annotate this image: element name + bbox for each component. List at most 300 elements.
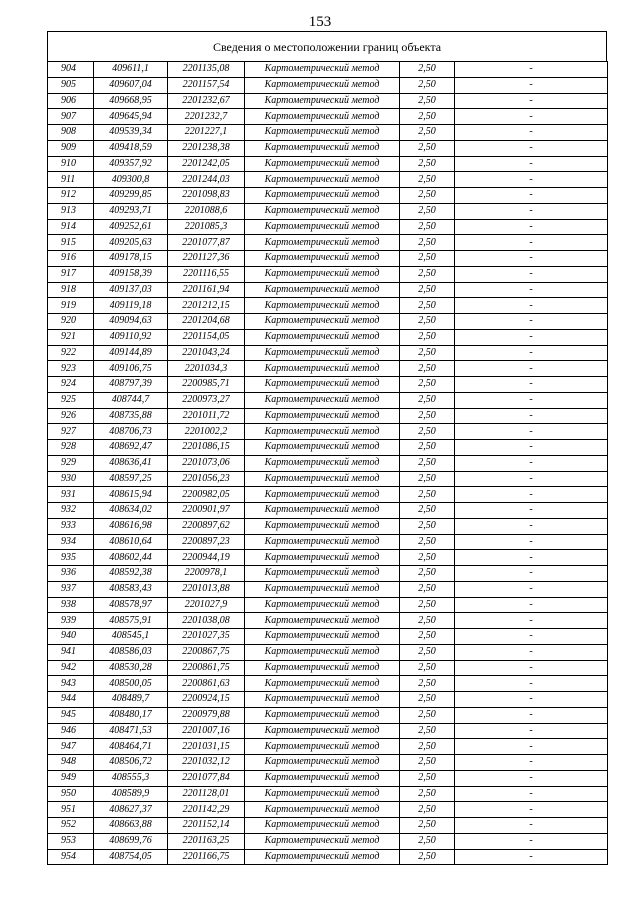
method-cell: Картометрический метод (245, 534, 400, 550)
note-cell: - (455, 93, 608, 109)
page-number: 153 (308, 14, 332, 30)
method-cell: Картометрический метод (245, 298, 400, 314)
x-coordinate-cell: 408602,44 (94, 550, 168, 566)
y-coordinate-cell: 2200867,75 (168, 644, 245, 660)
table-row (48, 125, 608, 141)
method-cell: Картометрический метод (245, 125, 400, 141)
note-cell: - (455, 392, 608, 408)
point-number-cell: 950 (48, 786, 94, 802)
table-row (48, 550, 608, 566)
table-row (48, 188, 608, 204)
y-coordinate-cell: 2201031,15 (168, 739, 245, 755)
note-cell: - (455, 172, 608, 188)
note-cell: - (455, 660, 608, 676)
table-row (48, 377, 608, 393)
method-cell: Картометрический метод (245, 156, 400, 172)
method-cell: Картометрический метод (245, 109, 400, 125)
note-cell: - (455, 581, 608, 597)
x-coordinate-cell: 409110,92 (94, 329, 168, 345)
table-row (48, 392, 608, 408)
method-cell: Картометрический метод (245, 77, 400, 93)
note-cell: - (455, 377, 608, 393)
accuracy-cell: 2,50 (400, 203, 455, 219)
note-cell: - (455, 188, 608, 204)
table-row (48, 802, 608, 818)
table-row (48, 629, 608, 645)
y-coordinate-cell: 2200978,1 (168, 566, 245, 582)
point-number-cell: 908 (48, 125, 94, 141)
y-coordinate-cell: 2201232,67 (168, 93, 245, 109)
method-cell: Картометрический метод (245, 707, 400, 723)
point-number-cell: 929 (48, 455, 94, 471)
table-row (48, 581, 608, 597)
note-cell: - (455, 455, 608, 471)
y-coordinate-cell: 2201056,23 (168, 471, 245, 487)
accuracy-cell: 2,50 (400, 298, 455, 314)
x-coordinate-cell: 408610,64 (94, 534, 168, 550)
accuracy-cell: 2,50 (400, 424, 455, 440)
y-coordinate-cell: 2201212,15 (168, 298, 245, 314)
y-coordinate-cell: 2201032,12 (168, 755, 245, 771)
table-row (48, 235, 608, 251)
x-coordinate-cell: 409119,18 (94, 298, 168, 314)
x-coordinate-cell: 408500,05 (94, 676, 168, 692)
point-number-cell: 911 (48, 172, 94, 188)
note-cell: - (455, 203, 608, 219)
point-number-cell: 914 (48, 219, 94, 235)
y-coordinate-cell: 2201085,3 (168, 219, 245, 235)
y-coordinate-cell: 2200897,23 (168, 534, 245, 550)
x-coordinate-cell: 408699,76 (94, 833, 168, 849)
table-row (48, 770, 608, 786)
table-row (48, 345, 608, 361)
accuracy-cell: 2,50 (400, 755, 455, 771)
method-cell: Картометрический метод (245, 802, 400, 818)
y-coordinate-cell: 2201163,25 (168, 833, 245, 849)
x-coordinate-cell: 408663,88 (94, 818, 168, 834)
table-row (48, 707, 608, 723)
accuracy-cell: 2,50 (400, 62, 455, 78)
point-number-cell: 935 (48, 550, 94, 566)
note-cell: - (455, 802, 608, 818)
table-row (48, 109, 608, 125)
y-coordinate-cell: 2201127,36 (168, 251, 245, 267)
accuracy-cell: 2,50 (400, 377, 455, 393)
x-coordinate-cell: 408583,43 (94, 581, 168, 597)
point-number-cell: 904 (48, 62, 94, 78)
accuracy-cell: 2,50 (400, 770, 455, 786)
note-cell: - (455, 219, 608, 235)
y-coordinate-cell: 2201034,3 (168, 361, 245, 377)
table-row (48, 282, 608, 298)
table-row (48, 203, 608, 219)
accuracy-cell: 2,50 (400, 660, 455, 676)
method-cell: Картометрический метод (245, 392, 400, 408)
table-row (48, 408, 608, 424)
accuracy-cell: 2,50 (400, 440, 455, 456)
note-cell: - (455, 676, 608, 692)
point-number-cell: 939 (48, 613, 94, 629)
accuracy-cell: 2,50 (400, 125, 455, 141)
point-number-cell: 937 (48, 581, 94, 597)
note-cell: - (455, 707, 608, 723)
method-cell: Картометрический метод (245, 377, 400, 393)
accuracy-cell: 2,50 (400, 77, 455, 93)
accuracy-cell: 2,50 (400, 581, 455, 597)
table-row (48, 597, 608, 613)
accuracy-cell: 2,50 (400, 156, 455, 172)
method-cell: Картометрический метод (245, 818, 400, 834)
y-coordinate-cell: 2201154,05 (168, 329, 245, 345)
table-row (48, 471, 608, 487)
point-number-cell: 943 (48, 676, 94, 692)
x-coordinate-cell: 409144,89 (94, 345, 168, 361)
note-cell: - (455, 487, 608, 503)
accuracy-cell: 2,50 (400, 597, 455, 613)
table-row (48, 77, 608, 93)
y-coordinate-cell: 2201142,29 (168, 802, 245, 818)
note-cell: - (455, 424, 608, 440)
method-cell: Картометрический метод (245, 314, 400, 330)
note-cell: - (455, 298, 608, 314)
point-number-cell: 941 (48, 644, 94, 660)
x-coordinate-cell: 408597,25 (94, 471, 168, 487)
point-number-cell: 912 (48, 188, 94, 204)
y-coordinate-cell: 2201011,72 (168, 408, 245, 424)
table-row (48, 518, 608, 534)
y-coordinate-cell: 2200985,71 (168, 377, 245, 393)
note-cell: - (455, 613, 608, 629)
note-cell: - (455, 755, 608, 771)
x-coordinate-cell: 408464,71 (94, 739, 168, 755)
note-cell: - (455, 77, 608, 93)
method-cell: Картометрический метод (245, 455, 400, 471)
point-number-cell: 945 (48, 707, 94, 723)
accuracy-cell: 2,50 (400, 219, 455, 235)
table-row (48, 93, 608, 109)
point-number-cell: 951 (48, 802, 94, 818)
x-coordinate-cell: 408692,47 (94, 440, 168, 456)
y-coordinate-cell: 2201242,05 (168, 156, 245, 172)
point-number-cell: 930 (48, 471, 94, 487)
point-number-cell: 909 (48, 140, 94, 156)
point-number-cell: 926 (48, 408, 94, 424)
table-row (48, 566, 608, 582)
x-coordinate-cell: 408555,3 (94, 770, 168, 786)
accuracy-cell: 2,50 (400, 644, 455, 660)
method-cell: Картометрический метод (245, 503, 400, 519)
table-row (48, 660, 608, 676)
note-cell: - (455, 125, 608, 141)
table-row (48, 613, 608, 629)
point-number-cell: 925 (48, 392, 94, 408)
point-number-cell: 946 (48, 723, 94, 739)
y-coordinate-cell: 2201161,94 (168, 282, 245, 298)
note-cell: - (455, 314, 608, 330)
note-cell: - (455, 770, 608, 786)
table-row (48, 455, 608, 471)
accuracy-cell: 2,50 (400, 345, 455, 361)
method-cell: Картометрический метод (245, 581, 400, 597)
method-cell: Картометрический метод (245, 770, 400, 786)
method-cell: Картометрический метод (245, 518, 400, 534)
method-cell: Картометрический метод (245, 613, 400, 629)
method-cell: Картометрический метод (245, 676, 400, 692)
point-number-cell: 922 (48, 345, 94, 361)
x-coordinate-cell: 408634,02 (94, 503, 168, 519)
note-cell: - (455, 282, 608, 298)
x-coordinate-cell: 408471,53 (94, 723, 168, 739)
method-cell: Картометрический метод (245, 739, 400, 755)
accuracy-cell: 2,50 (400, 314, 455, 330)
point-number-cell: 928 (48, 440, 94, 456)
table-row (48, 219, 608, 235)
point-number-cell: 931 (48, 487, 94, 503)
x-coordinate-cell: 408489,7 (94, 692, 168, 708)
method-cell: Картометрический метод (245, 471, 400, 487)
method-cell: Картометрический метод (245, 786, 400, 802)
accuracy-cell: 2,50 (400, 786, 455, 802)
point-number-cell: 954 (48, 849, 94, 865)
method-cell: Картометрический метод (245, 597, 400, 613)
accuracy-cell: 2,50 (400, 723, 455, 739)
table-row (48, 755, 608, 771)
note-cell: - (455, 518, 608, 534)
y-coordinate-cell: 2201166,75 (168, 849, 245, 865)
accuracy-cell: 2,50 (400, 235, 455, 251)
x-coordinate-cell: 408592,38 (94, 566, 168, 582)
accuracy-cell: 2,50 (400, 282, 455, 298)
table-row (48, 739, 608, 755)
x-coordinate-cell: 408797,39 (94, 377, 168, 393)
method-cell: Картометрический метод (245, 833, 400, 849)
accuracy-cell: 2,50 (400, 613, 455, 629)
table-row (48, 298, 608, 314)
y-coordinate-cell: 2200897,62 (168, 518, 245, 534)
point-number-cell: 933 (48, 518, 94, 534)
y-coordinate-cell: 2201157,54 (168, 77, 245, 93)
method-cell: Картометрический метод (245, 361, 400, 377)
y-coordinate-cell: 2200973,27 (168, 392, 245, 408)
table-row (48, 818, 608, 834)
accuracy-cell: 2,50 (400, 739, 455, 755)
y-coordinate-cell: 2201204,68 (168, 314, 245, 330)
x-coordinate-cell: 408706,73 (94, 424, 168, 440)
method-cell: Картометрический метод (245, 172, 400, 188)
table-row (48, 723, 608, 739)
x-coordinate-cell: 409137,03 (94, 282, 168, 298)
method-cell: Картометрический метод (245, 203, 400, 219)
y-coordinate-cell: 2200979,88 (168, 707, 245, 723)
y-coordinate-cell: 2201238,38 (168, 140, 245, 156)
y-coordinate-cell: 2201086,15 (168, 440, 245, 456)
accuracy-cell: 2,50 (400, 487, 455, 503)
note-cell: - (455, 503, 608, 519)
method-cell: Картометрический метод (245, 219, 400, 235)
table-row (48, 644, 608, 660)
accuracy-cell: 2,50 (400, 392, 455, 408)
x-coordinate-cell: 409094,63 (94, 314, 168, 330)
accuracy-cell: 2,50 (400, 818, 455, 834)
y-coordinate-cell: 2201027,9 (168, 597, 245, 613)
table-body (48, 62, 608, 865)
note-cell: - (455, 833, 608, 849)
x-coordinate-cell: 408575,91 (94, 613, 168, 629)
note-cell: - (455, 361, 608, 377)
method-cell: Картометрический метод (245, 440, 400, 456)
accuracy-cell: 2,50 (400, 676, 455, 692)
y-coordinate-cell: 2201244,03 (168, 172, 245, 188)
x-coordinate-cell: 409611,1 (94, 62, 168, 78)
point-number-cell: 947 (48, 739, 94, 755)
note-cell: - (455, 629, 608, 645)
table-row (48, 140, 608, 156)
method-cell: Картометрический метод (245, 849, 400, 865)
table-row (48, 440, 608, 456)
table-row (48, 849, 608, 865)
note-cell: - (455, 739, 608, 755)
accuracy-cell: 2,50 (400, 802, 455, 818)
method-cell: Картометрический метод (245, 424, 400, 440)
x-coordinate-cell: 408530,28 (94, 660, 168, 676)
method-cell: Картометрический метод (245, 566, 400, 582)
note-cell: - (455, 156, 608, 172)
note-cell: - (455, 550, 608, 566)
table-row (48, 503, 608, 519)
x-coordinate-cell: 408589,9 (94, 786, 168, 802)
note-cell: - (455, 266, 608, 282)
table-row (48, 676, 608, 692)
accuracy-cell: 2,50 (400, 455, 455, 471)
y-coordinate-cell: 2200861,63 (168, 676, 245, 692)
method-cell: Картометрический метод (245, 692, 400, 708)
y-coordinate-cell: 2201073,06 (168, 455, 245, 471)
table-row (48, 692, 608, 708)
point-number-cell: 906 (48, 93, 94, 109)
note-cell: - (455, 235, 608, 251)
note-cell: - (455, 566, 608, 582)
x-coordinate-cell: 408636,41 (94, 455, 168, 471)
table-row (48, 156, 608, 172)
accuracy-cell: 2,50 (400, 849, 455, 865)
point-number-cell: 920 (48, 314, 94, 330)
x-coordinate-cell: 409539,34 (94, 125, 168, 141)
note-cell: - (455, 644, 608, 660)
x-coordinate-cell: 408545,1 (94, 629, 168, 645)
x-coordinate-cell: 408735,88 (94, 408, 168, 424)
y-coordinate-cell: 2200901,97 (168, 503, 245, 519)
point-number-cell: 932 (48, 503, 94, 519)
x-coordinate-cell: 408506,72 (94, 755, 168, 771)
y-coordinate-cell: 2201098,83 (168, 188, 245, 204)
point-number-cell: 952 (48, 818, 94, 834)
x-coordinate-cell: 408616,98 (94, 518, 168, 534)
note-cell: - (455, 140, 608, 156)
y-coordinate-cell: 2200944,19 (168, 550, 245, 566)
accuracy-cell: 2,50 (400, 329, 455, 345)
note-cell: - (455, 786, 608, 802)
accuracy-cell: 2,50 (400, 361, 455, 377)
table-row (48, 62, 608, 78)
method-cell: Картометрический метод (245, 251, 400, 267)
note-cell: - (455, 723, 608, 739)
note-cell: - (455, 849, 608, 865)
note-cell: - (455, 62, 608, 78)
method-cell: Картометрический метод (245, 345, 400, 361)
point-number-cell: 913 (48, 203, 94, 219)
point-number-cell: 917 (48, 266, 94, 282)
accuracy-cell: 2,50 (400, 833, 455, 849)
y-coordinate-cell: 2201152,14 (168, 818, 245, 834)
accuracy-cell: 2,50 (400, 534, 455, 550)
y-coordinate-cell: 2201077,84 (168, 770, 245, 786)
x-coordinate-cell: 409607,04 (94, 77, 168, 93)
y-coordinate-cell: 2200982,05 (168, 487, 245, 503)
y-coordinate-cell: 2201128,01 (168, 786, 245, 802)
accuracy-cell: 2,50 (400, 518, 455, 534)
y-coordinate-cell: 2201043,24 (168, 345, 245, 361)
point-number-cell: 938 (48, 597, 94, 613)
table-caption: Сведения о местоположении границ объекта (47, 31, 607, 62)
note-cell: - (455, 471, 608, 487)
x-coordinate-cell: 408615,94 (94, 487, 168, 503)
method-cell: Картометрический метод (245, 487, 400, 503)
accuracy-cell: 2,50 (400, 93, 455, 109)
point-number-cell: 948 (48, 755, 94, 771)
point-number-cell: 936 (48, 566, 94, 582)
note-cell: - (455, 440, 608, 456)
point-number-cell: 940 (48, 629, 94, 645)
x-coordinate-cell: 408586,03 (94, 644, 168, 660)
y-coordinate-cell: 2201135,08 (168, 62, 245, 78)
table-row (48, 424, 608, 440)
method-cell: Картометрический метод (245, 235, 400, 251)
x-coordinate-cell: 409106,75 (94, 361, 168, 377)
point-number-cell: 942 (48, 660, 94, 676)
accuracy-cell: 2,50 (400, 140, 455, 156)
method-cell: Картометрический метод (245, 62, 400, 78)
x-coordinate-cell: 408480,17 (94, 707, 168, 723)
note-cell: - (455, 818, 608, 834)
method-cell: Картометрический метод (245, 550, 400, 566)
x-coordinate-cell: 409178,15 (94, 251, 168, 267)
accuracy-cell: 2,50 (400, 471, 455, 487)
point-number-cell: 944 (48, 692, 94, 708)
note-cell: - (455, 408, 608, 424)
y-coordinate-cell: 2201077,87 (168, 235, 245, 251)
method-cell: Картометрический метод (245, 282, 400, 298)
boundary-points-table (47, 61, 608, 865)
method-cell: Картометрический метод (245, 755, 400, 771)
method-cell: Картометрический метод (245, 140, 400, 156)
x-coordinate-cell: 409299,85 (94, 188, 168, 204)
y-coordinate-cell: 2201002,2 (168, 424, 245, 440)
x-coordinate-cell: 408627,37 (94, 802, 168, 818)
point-number-cell: 921 (48, 329, 94, 345)
y-coordinate-cell: 2201027,35 (168, 629, 245, 645)
y-coordinate-cell: 2201088,6 (168, 203, 245, 219)
method-cell: Картометрический метод (245, 660, 400, 676)
accuracy-cell: 2,50 (400, 550, 455, 566)
note-cell: - (455, 692, 608, 708)
point-number-cell: 905 (48, 77, 94, 93)
note-cell: - (455, 345, 608, 361)
x-coordinate-cell: 409300,8 (94, 172, 168, 188)
method-cell: Картометрический метод (245, 408, 400, 424)
y-coordinate-cell: 2201007,16 (168, 723, 245, 739)
accuracy-cell: 2,50 (400, 172, 455, 188)
point-number-cell: 953 (48, 833, 94, 849)
